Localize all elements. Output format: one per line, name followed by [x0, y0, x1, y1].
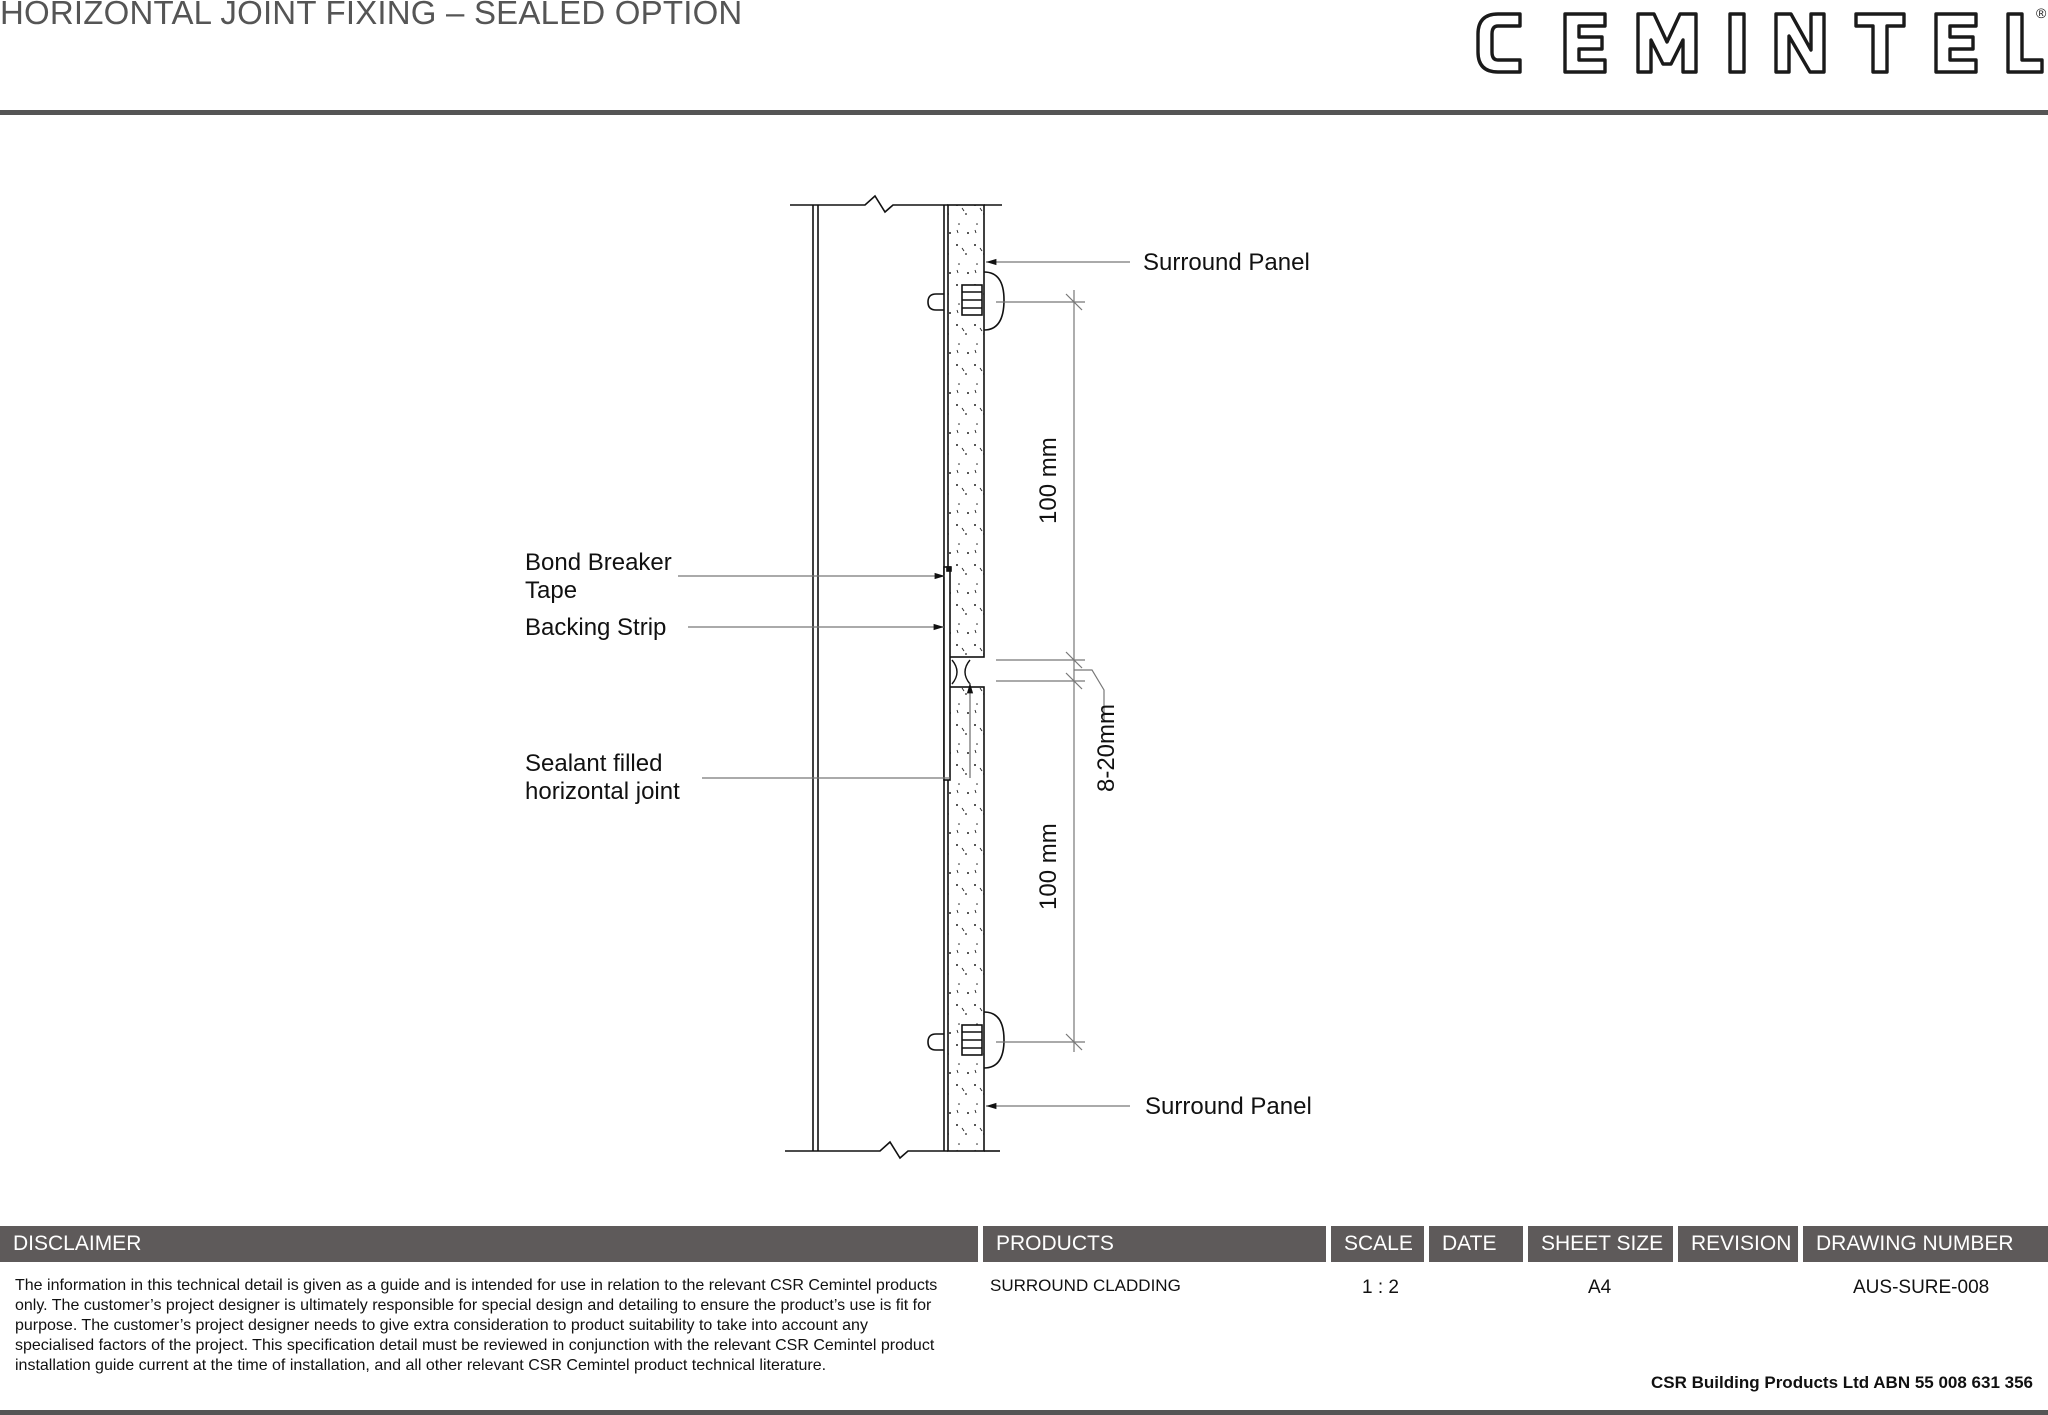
dim-label-gap: 8-20mm [1093, 703, 1120, 792]
label-bond-breaker-1: Bond Breaker [525, 549, 672, 576]
upper-panel [948, 205, 984, 657]
bond-breaker-tape [947, 567, 951, 571]
label-surround-panel-bottom: Surround Panel [1145, 1093, 1312, 1120]
scale-value: 1 : 2 [1362, 1277, 1399, 1298]
revision-header: REVISION [1678, 1226, 1798, 1262]
registered-mark: ® [2036, 5, 2047, 21]
backing-strip [944, 567, 950, 780]
company-abn: CSR Building Products Ltd ABN 55 008 631 356 [1651, 1373, 2033, 1392]
disclaimer-text: The information in this technical detail is given as a guide and is intended for use in relation to the relevant CSR Cemintel products only. The customer’s project designer is ultimately responsible for special design and detailing to ensure the product’s use is fit for purpose. The customer’s project designer needs to give extra consideration to product suitability to take into account any specialised factors of the project. This specification detail must be reviewed in conjunction with the relevant CSR Cemintel product installation guide current at the time of installation, and all other relevant CSR Cemintel product technical literature. [15, 1277, 938, 1374]
lower-panel [948, 687, 984, 1151]
sheet-size-header: SHEET SIZE [1528, 1226, 1673, 1262]
scale-header: SCALE [1331, 1226, 1424, 1262]
product-value: SURROUND CLADDING [990, 1276, 1181, 1295]
disclaimer-header: DISCLAIMER [0, 1226, 978, 1262]
label-bond-breaker-2: Tape [525, 577, 578, 604]
label-surround-panel-top: Surround Panel [1143, 249, 1310, 276]
label-backing-strip: Backing Strip [525, 614, 667, 641]
label-sealant-2: horizontal joint [525, 778, 680, 805]
drawing-number-header: DRAWING NUMBER [1803, 1226, 2048, 1262]
label-sealant-1: Sealant filled [525, 750, 663, 777]
date-header: DATE [1429, 1226, 1523, 1262]
products-header: PRODUCTS [983, 1226, 1326, 1262]
drawing-number-value: AUS-SURE-008 [1853, 1277, 1990, 1298]
dim-label-lower: 100 mm [1035, 823, 1062, 910]
frame-bottom-line [785, 1142, 948, 1158]
footer-rule [0, 1410, 2048, 1415]
page-title: HORIZONTAL JOINT FIXING – SEALED OPTION [0, 0, 743, 31]
dim-label-upper: 100 mm [1035, 437, 1062, 524]
sheet-size-value: A4 [1588, 1277, 1612, 1298]
sealant-bead [952, 660, 970, 684]
